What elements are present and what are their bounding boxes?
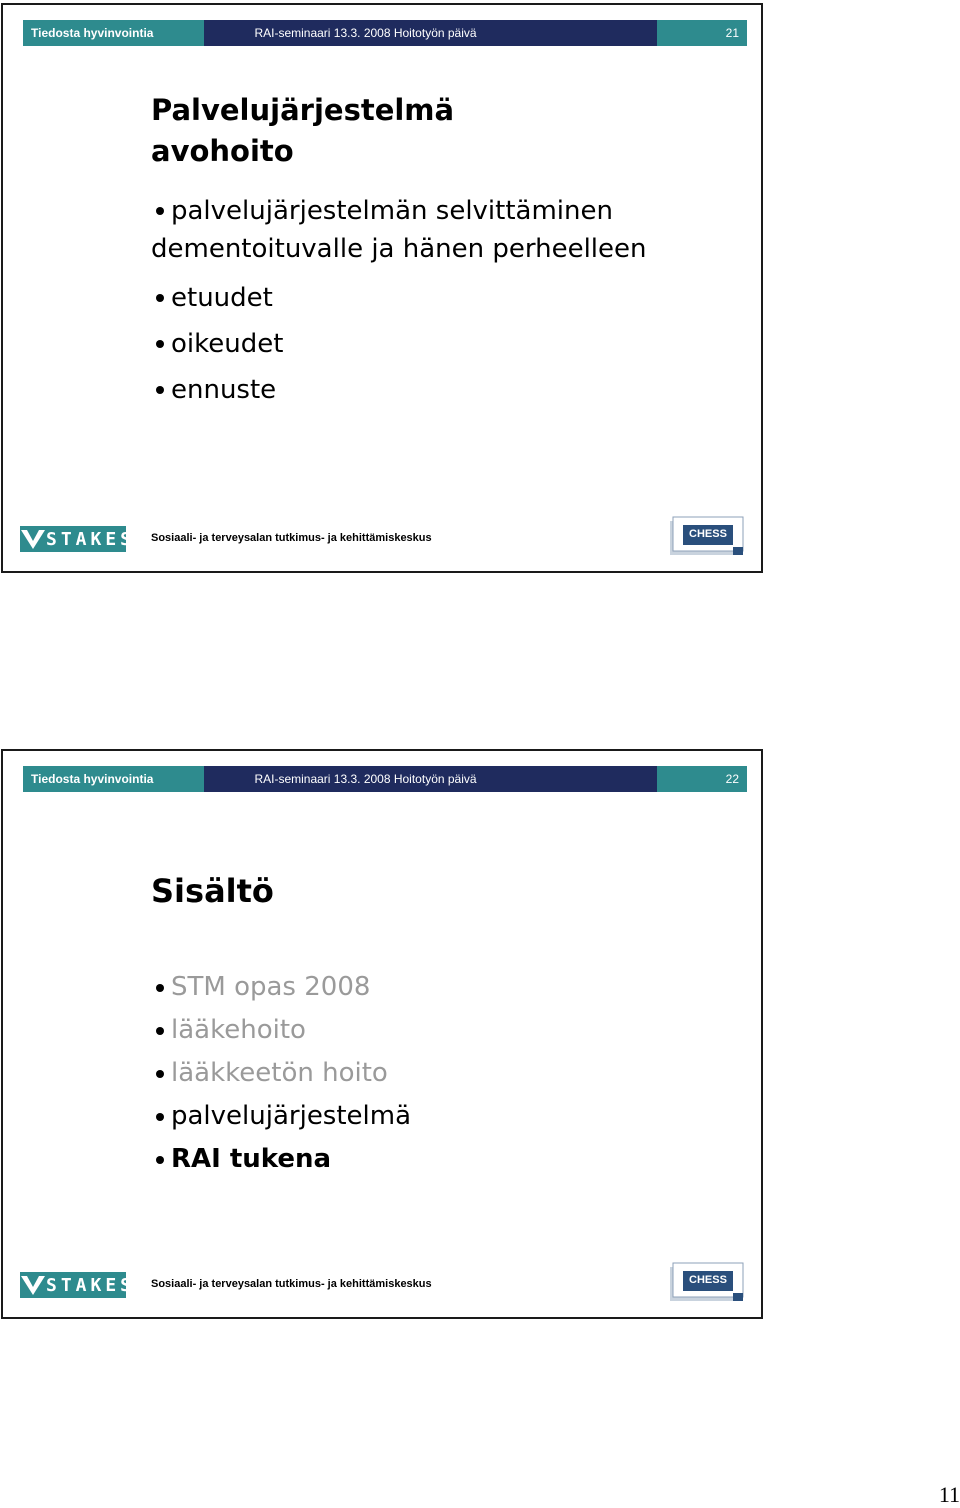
chess-logo-text: CHESS <box>689 1274 727 1286</box>
slide-21 <box>1 3 763 573</box>
list-item <box>153 1138 411 1181</box>
page-number: 11 <box>938 1482 960 1507</box>
header-seminar-label: RAI-seminaari 13.3. 2008 Hoitotyön päivä <box>204 20 657 46</box>
list-item <box>153 1095 411 1138</box>
list-item <box>153 367 283 413</box>
slide-title <box>151 90 454 172</box>
bullet-text: ennuste <box>171 375 277 405</box>
slide-number: 21 <box>657 20 747 46</box>
slide-22 <box>1 749 763 1319</box>
slide-header <box>23 20 747 46</box>
list-item <box>153 1052 411 1095</box>
bullet-text: lääkkeetön hoito <box>171 1058 388 1088</box>
stakes-v-icon <box>20 1272 46 1298</box>
stakes-logo <box>20 1272 136 1298</box>
stakes-logo <box>20 526 136 552</box>
stakes-logo-text: STAKES <box>46 1274 136 1296</box>
header-left-label: Tiedosta hyvinvointia <box>23 766 204 792</box>
title-line: Palvelujärjestelmä <box>151 93 455 127</box>
chess-logo <box>670 1263 744 1303</box>
bullet-list-2 <box>153 275 283 413</box>
bullet-text: oikeudet <box>171 329 284 359</box>
title-line: avohoito <box>151 134 294 168</box>
stakes-v-icon <box>20 526 46 552</box>
bullet-text: lääkehoito <box>171 1015 306 1045</box>
bullet-text: palvelujärjestelmä <box>171 1101 412 1131</box>
list-item <box>153 966 411 1009</box>
bullet-continuation: dementoituvalle ja hänen perheelleen <box>151 234 647 264</box>
chess-logo-text: CHESS <box>689 528 727 540</box>
list-item <box>153 275 283 321</box>
slide-number: 22 <box>657 766 747 792</box>
slide-header <box>23 766 747 792</box>
footer-org-name: Sosiaali- ja terveysalan tutkimus- ja kehittämiskeskus <box>151 532 432 544</box>
footer-org-name: Sosiaali- ja terveysalan tutkimus- ja kehittämiskeskus <box>151 1278 432 1290</box>
stakes-logo-text: STAKES <box>46 528 136 550</box>
bullet-list <box>153 192 613 230</box>
bullet-text: RAI tukena <box>171 1144 332 1174</box>
slide-title: Sisältö <box>151 872 274 910</box>
bullet-text: STM opas 2008 <box>171 972 371 1002</box>
bullet-list <box>153 966 411 1181</box>
header-left-label: Tiedosta hyvinvointia <box>23 20 204 46</box>
list-item <box>153 321 283 367</box>
header-seminar-label: RAI-seminaari 13.3. 2008 Hoitotyön päivä <box>204 766 657 792</box>
chess-logo <box>670 517 744 557</box>
bullet-text: palvelujärjestelmän selvittäminen <box>171 196 613 226</box>
list-item <box>153 1009 411 1052</box>
list-item <box>153 192 613 230</box>
bullet-text: etuudet <box>171 283 273 313</box>
